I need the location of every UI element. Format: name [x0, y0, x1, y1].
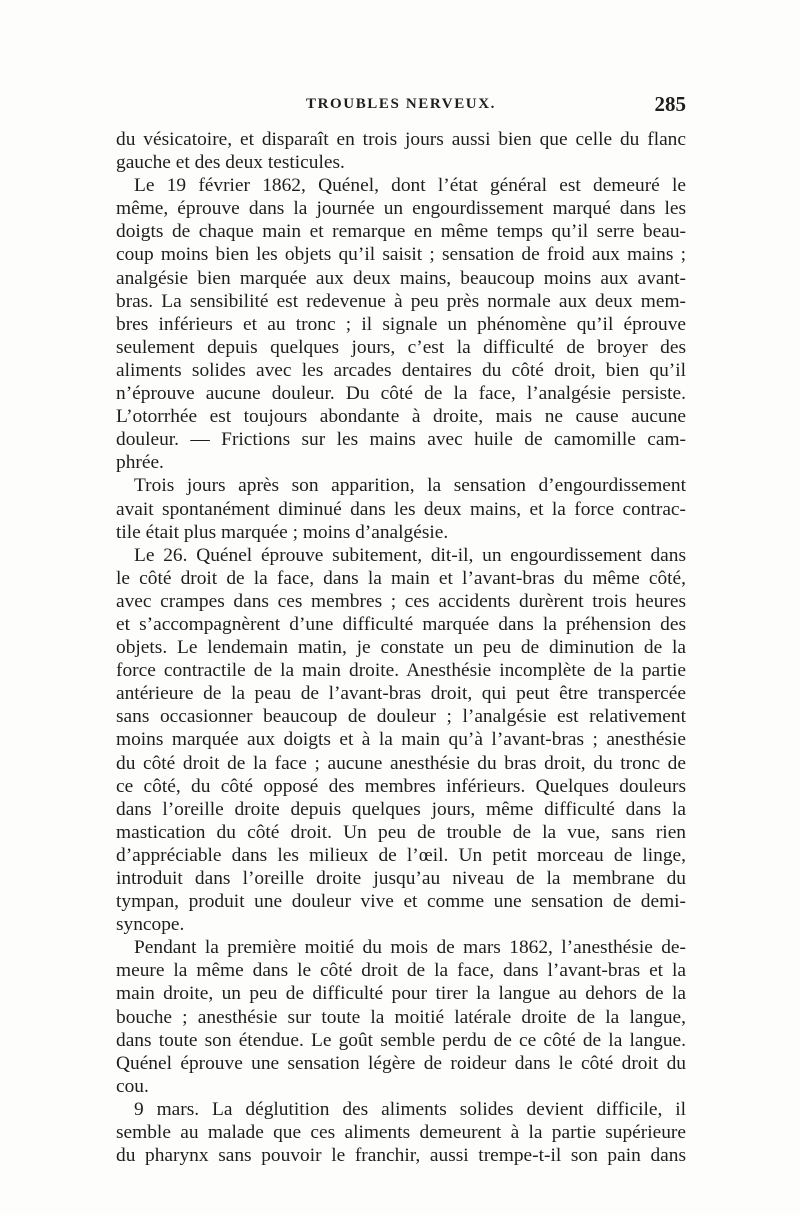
- text-line: analgésie bien marquée aux deux mains, beaucoup moins aux avant-: [116, 267, 686, 289]
- text-line: dans l’oreille droite depuis quelques jours, même difficulté dans la: [116, 798, 686, 820]
- text-line: cou.: [116, 1075, 149, 1097]
- text-line: doigts de chaque main et remarque en même temps qu’il serre beau-: [116, 221, 686, 243]
- text-line: douleur. — Frictions sur les mains avec huile de camomille cam-: [116, 429, 686, 451]
- text-line: bres inférieurs et au tronc ; il signale un phénomène qu’il éprouve: [116, 313, 686, 335]
- text-line: avait spontanément diminué dans les deux mains, et la force contrac-: [116, 498, 686, 520]
- text-line: mastication du côté droit. Un peu de trouble de la vue, sans rien: [116, 821, 686, 843]
- text-line: n’éprouve aucune douleur. Du côté de la face, l’analgésie persiste.: [116, 383, 686, 405]
- text-line: aliments solides avec les arcades dentaires du côté droit, bien qu’il: [116, 359, 686, 381]
- body-text: [116, 128, 686, 1167]
- text-line: le côté droit de la face, dans la main et l’avant-bras du même côté,: [116, 567, 686, 589]
- text-line: coup moins bien les objets qu’il saisit ; sensation de froid aux mains ;: [116, 244, 686, 266]
- text-line: même, éprouve dans la journée un engourdissement marqué dans les: [116, 198, 686, 220]
- text-line: tympan, produit une douleur vive et comme une sensation de demi-: [116, 891, 686, 913]
- text-line: force contractile de la main droite. Anesthésie incomplète de la partie: [116, 660, 686, 682]
- text-line: Le 19 février 1862, Quénel, dont l’état général est demeuré le: [134, 175, 686, 197]
- text-line: seulement depuis quelques jours, c’est la difficulté de broyer des: [116, 336, 686, 358]
- text-line: ce côté, du côté opposé des membres inférieurs. Quelques douleurs: [116, 775, 686, 797]
- text-line: bouche ; anesthésie sur toute la moitié latérale droite de la langue,: [116, 1006, 686, 1028]
- page-number: 285: [654, 92, 686, 116]
- text-line: semble au malade que ces aliments demeurent à la partie supérieure: [116, 1122, 686, 1144]
- text-line: Quénel éprouve une sensation légère de roideur dans le côté droit du: [116, 1052, 686, 1074]
- text-line: Trois jours après son apparition, la sensation d’engourdissement: [134, 475, 686, 497]
- text-line: objets. Le lendemain matin, je constate un peu de diminution de la: [116, 637, 686, 659]
- text-line: syncope.: [116, 914, 185, 936]
- text-line: du côté droit de la face ; aucune anesthésie du bras droit, du tronc de: [116, 752, 686, 774]
- text-line: meure la même dans le côté droit de la face, dans l’avant-bras et la: [116, 960, 686, 982]
- text-line: bras. La sensibilité est redevenue à peu près normale aux deux mem-: [116, 290, 686, 312]
- text-line: et s’accompagnèrent d’une difficulté marquée dans la préhension des: [116, 613, 686, 635]
- text-line: introduit dans l’oreille droite jusqu’au niveau de la membrane du: [116, 868, 686, 889]
- text-line: Le 26. Quénel éprouve subitement, dit-il, un engourdissement dans: [134, 544, 686, 566]
- text-line: 9 mars. La déglutition des aliments solides devient difficile, il: [134, 1098, 686, 1120]
- text-line: sans occasionner beaucoup de douleur ; l’analgésie est relativement: [116, 706, 686, 728]
- text-line: avec crampes dans ces membres ; ces accidents durèrent trois heures: [116, 590, 686, 612]
- text-line: tile était plus marquée ; moins d’analgésie.: [116, 521, 449, 543]
- text-line: main droite, un peu de difficulté pour tirer la langue au dehors de la: [116, 983, 686, 1005]
- text-line: du pharynx sans pouvoir le franchir, aussi trempe-t-il son pain dans: [116, 1145, 686, 1167]
- text-line: moins marquée aux doigts et à la main qu’à l’avant-bras ; anesthésie: [116, 729, 686, 751]
- text-line: Pendant la première moitié du mois de mars 1862, l’anesthésie de-: [134, 937, 686, 959]
- text-line: d’appréciable dans les milieux de l’œil. Un petit morceau de linge,: [116, 844, 686, 866]
- text-line: antérieure de la peau de l’avant-bras droit, qui peut être transpercée: [116, 683, 686, 705]
- text-line: dans toute son étendue. Le goût semble perdu de ce côté de la langue.: [116, 1029, 686, 1051]
- text-line: phrée.: [116, 452, 164, 474]
- text-line: du vésicatoire, et disparaît en trois jours aussi bien que celle du flanc: [116, 129, 686, 150]
- text-line: L’otorrhée est toujours abondante à droite, mais ne cause aucune: [116, 406, 686, 428]
- running-title: TROUBLES NERVEUX.: [305, 96, 497, 112]
- text-line: gauche et des deux testicules.: [116, 152, 345, 174]
- running-header: [116, 92, 686, 126]
